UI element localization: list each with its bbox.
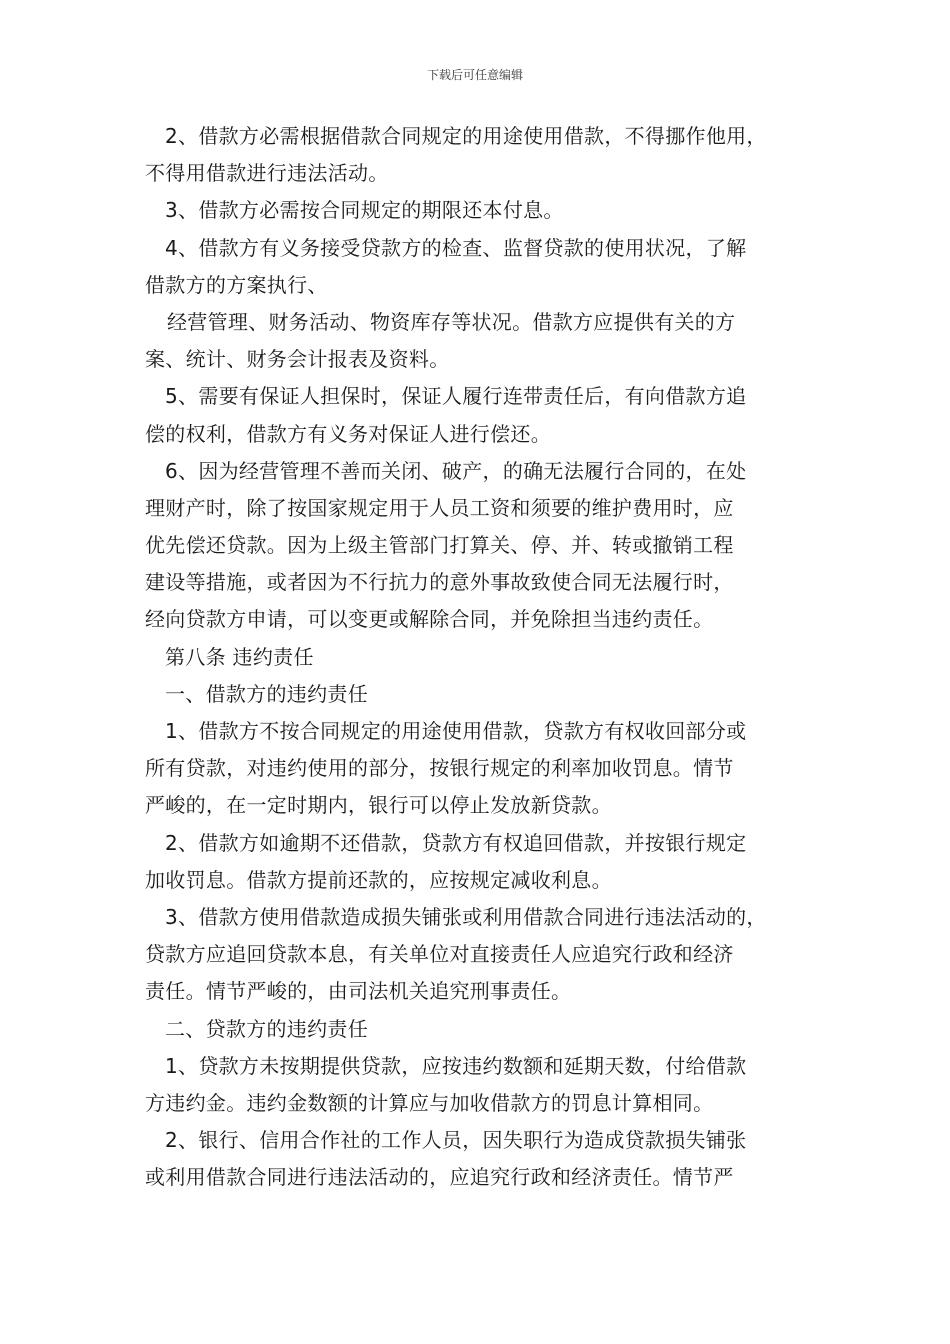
text-line: 偿的权利，借款方有义务对保证人进行偿还。 bbox=[145, 421, 551, 446]
page-header-note: 下载后可任意编辑 bbox=[426, 68, 523, 82]
text-line: 严峻的，在一定时期内，银行可以停止发放新贷款。 bbox=[145, 793, 612, 818]
text-line: 二、贷款方的违约责任 bbox=[165, 1016, 368, 1041]
text-line: 责任。情节严峻的，由司法机关追究刑事责任。 bbox=[145, 979, 572, 1004]
text-line: 一、借款方的违约责任 bbox=[165, 681, 368, 706]
text-line: 5、需要有保证人担保时，保证人履行连带责任后，有向借款方追 bbox=[165, 384, 747, 409]
text-line: 2、借款方必需根据借款合同规定的用途使用借款，不得挪作他用， bbox=[165, 124, 767, 148]
text-line: 案、统计、财务会计报表及资料。 bbox=[145, 347, 450, 372]
text-line: 优先偿还贷款。因为上级主管部门打算关、停、并、转或撤销工程 bbox=[145, 533, 734, 558]
text-line: 或利用借款合同进行违法活动的，应追究行政和经济责任。情节严 bbox=[145, 1165, 734, 1190]
text-line: 6、因为经营管理不善而关闭、破产，的确无法履行合同的，在处 bbox=[165, 458, 747, 483]
text-line: 2、银行、信用合作社的工作人员，因失职行为造成贷款损失铺张 bbox=[165, 1128, 747, 1153]
text-line: 2、借款方如逾期不还借款，贷款方有权追回借款，并按银行规定 bbox=[165, 830, 747, 855]
text-line: 3、借款方必需按合同规定的期限还本付息。 bbox=[165, 198, 564, 223]
text-line: 1、贷款方未按期提供贷款，应按违约数额和延期天数，付给借款 bbox=[165, 1053, 747, 1078]
text-line: 加收罚息。借款方提前还款的，应按规定减收利息。 bbox=[145, 867, 612, 892]
text-line: 所有贷款，对违约使用的部分，按银行规定的利率加收罚息。情节 bbox=[145, 756, 734, 781]
text-line: 1、借款方不按合同规定的用途使用借款，贷款方有权收回部分或 bbox=[165, 719, 747, 743]
text-line: 理财产时，除了按国家规定用于人员工资和须要的维护费用时，应 bbox=[145, 495, 734, 520]
text-line: 4、借款方有义务接受贷款方的检查、监督贷款的使用状况，了解 bbox=[165, 235, 747, 260]
text-line: 不得用借款进行违法活动。 bbox=[145, 161, 389, 186]
text-line: 经营管理、财务活动、物资库存等状况。借款方应提供有关的方 bbox=[167, 309, 736, 334]
text-line: 经向贷款方申请，可以变更或解除合同，并免除担当违约责任。 bbox=[145, 607, 714, 632]
text-line: 3、借款方使用借款造成损失铺张或利用借款合同进行违法活动的， bbox=[165, 904, 767, 929]
text-line: 方违约金。违约金数额的计算应与加收借款方的罚息计算相同。 bbox=[145, 1090, 714, 1115]
text-line: 借款方的方案执行、 bbox=[145, 272, 328, 297]
document-body bbox=[145, 118, 815, 1196]
text-line: 贷款方应追回贷款本息，有关单位对直接责任人应追究行政和经济 bbox=[145, 942, 734, 967]
text-line: 建设等措施，或者因为不行抗力的意外事故致使合同无法履行时， bbox=[145, 570, 734, 595]
text-line: 第八条 违约责任 bbox=[165, 644, 314, 669]
